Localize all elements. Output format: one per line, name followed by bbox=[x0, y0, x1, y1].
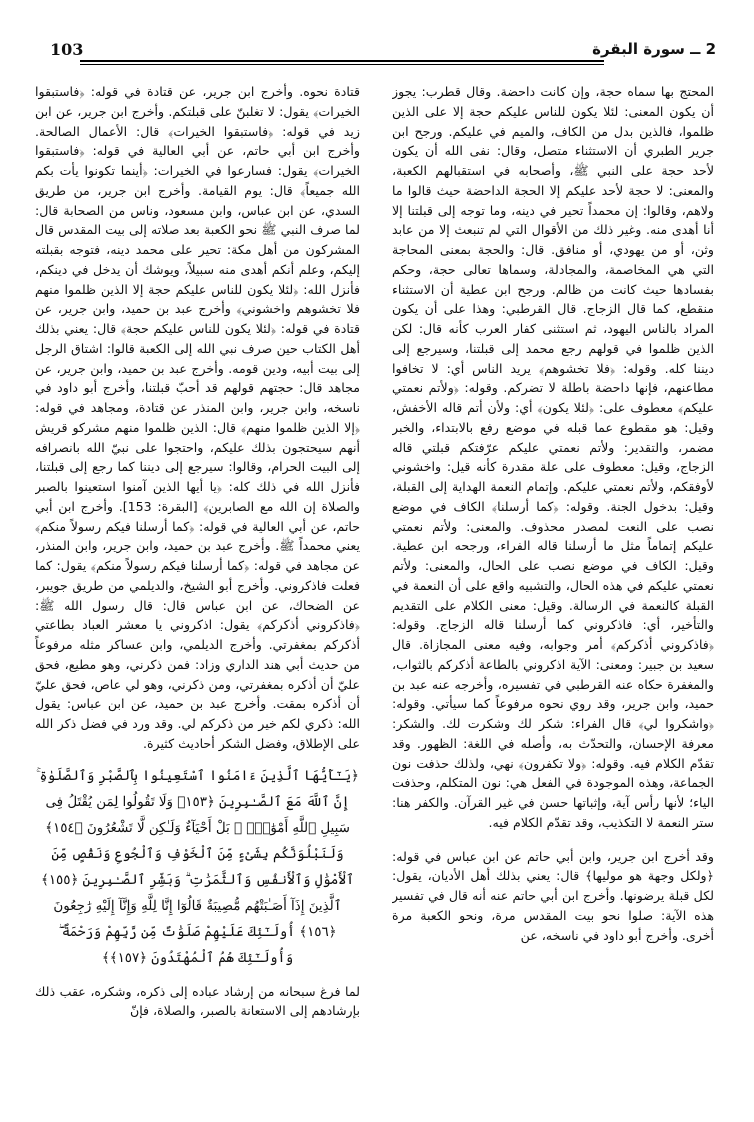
quran-verses: ﴿يَـٰٓأَيُّهَا ٱلَّذِينَ ءَامَنُوا ٱسْتَعِينُوا بِٱلصَّبْرِ وَٱلصَّلَوٰةِ ۚ إِنَّ ٱللَّهَ مَعَ ٱلصَّـٰبِرِينَ ﴿١٥٣﴾ وَلَا تَقُولُوا لِمَن يُقْتَلُ فِى سَبِيلِ ٱللَّهِ أَمْوَٰتٌۢ ۚ بَلْ أَحْيَآءٌ وَلَـٰكِن لَّا تَشْعُرُونَ ﴿١٥٤﴾ وَلَنَبْلُوَنَّكُم بِشَىْءٍ مِّنَ ٱلْخَوْفِ وَٱلْجُوعِ وَنَقْصٍ مِّنَ ٱلْأَمْوَٰلِ وَٱلْأَنفُسِ وَٱلثَّمَرَٰتِ ۗ وَبَشِّرِ ٱلصَّـٰبِرِينَ ﴿١٥٥﴾ ٱلَّذِينَ إِذَآ أَصَـٰبَتْهُم مُّصِيبَةٌ قَالُوٓا إِنَّا لِلَّهِ وَإِنَّآ إِلَيْهِ رَٰجِعُونَ ﴿١٥٦﴾ أُولَـٰٓئِكَ عَلَيْهِمْ صَلَوَٰتٌ مِّن رَّبِّهِمْ وَرَحْمَةٌ ۖ وَأُولَـٰٓئِكَ هُمُ ٱلْمُهْتَدُونَ ﴿١٥٧﴾﴾ bbox=[36, 768, 359, 966]
left-column bbox=[35, 82, 360, 1122]
right-column-paragraph-2: وقد أخرج ابن جرير، وابن أبي حاتم عن ابن عباس في قوله: ﴿ولكل وجهة هو موليها﴾ قال: يعني بذلك أهل الأديان، يقول: لكل قبلة يرضونها. وأخرج ابن أبي حاتم عنه أنه قال في تفسير هذه الآية: صلوا نحو بيت المقدس مرة، ونحو الكعبة مرة أخرى. وأخرج أبو داود في ناسخه، عن bbox=[392, 848, 714, 943]
right-column-text: المحتج بها سماه حجة، وإن كانت داحضة. وقال قطرب: يجوز أن يكون المعنى: لئلا يكون للناس عليكم حجة إلا على الذين ظلموا، فالذين بدل من الكاف، والميم في عليكم. ورجح ابن جرير الطبري أن الاستثناء متصل، وقال: نفى الله أن يكون لأحد حجة على النبي ﷺ، وأصحابه في استقبالهم الكعبة، والمعنى: لا حجة لأحد عليكم إلا الحجة الداحضة حيث قالوا ما ولاهم، وقالوا: إن محمداً تحير في دينه، وما توجه إلى قبلتنا إلا أنا أهدى منه. وغير ذلك من الأقوال التي لم تنبعث إلا من عابد وثن، أو من يهودي، أو منافق. قال: والحجة بمعنى المحاجة التي هي المخاصمة، والمجادلة، وسماها تعالى حجة، وحكم بفسادها حيث كانت من ظالم. ورجح ابن عطية أن الاستثناء منقطع، كما قال الزجاج. قال القرطبي: وهذا على أن يكون المراد بالناس اليهود، ثم استثنى كفار العرب كأنه قال: لكن الذين ظلموا في قولهم رجع محمد إلى قبلتنا، وسيرجع إلى ديننا كله. وقوله: ﴿فلا تخشوهم﴾ يريد الناس أي: لا تخافوا مطاعنهم، فإنها داحضة باطلة لا تضركم. وقوله: ﴿ولأتم نعمتي عليكم﴾ معطوف على: ﴿لئلا يكون﴾ أي: ولأن أتم قاله الأخفش، وقيل: هو مقطوع عما قبله في موضع رفع بالابتداء، والخبر مضمر، والتقدير: ولأتم نعمتي عليكم عرّفتكم قبلتي قاله الزجاج، وقيل: معطوف على علة مقدرة كأنه قيل: واخشوني لأوفقكم، ولأتم نعمتي عليكم. وإتمام النعمة الهداية إلى القبلة، وقيل: بدخول الجنة. وقوله: ﴿كما أرسلنا﴾ الكاف في موضع نصب على النعت لمصدر محذوف. والمعنى: ولأتم نعمتي عليكم إتماماً مثل ما أرسلنا قاله الفراء، ورجحه ابن عطية. وقيل: الكاف في موضع نصب على الحال، والمعنى: ولأتم نعمتي عليكم في هذه الحال، والتشبيه واقع على أن النعمة في القبلة كالنعمة في الرسالة. وقيل: معنى الكلام على التقديم والتأخير، أي: فاذكروني كما أرسلنا قاله الزجاج. وقوله: ﴿فاذكروني أذكركم﴾ أمر وجوابه، وفيه معنى المجازاة. قال سعيد بن جبير: ومعنى: الآية اذكروني بالطاعة أذكركم بالثواب، والمغفرة حكاه عنه القرطبي في تفسيره، وأخرجه عنه عبد بن حميد، وابن جرير، وقد روي نحوه مرفوعاً كما سيأتي. وقوله: ﴿واشكروا لي﴾ قال الفراء: شكر لك وشكرت لك. والشكر: معرفة الإحسان، والتحدّث به، وأصله في اللغة: الظهور. وقد تقدّم الكلام فيه. وقوله: ﴿ولا تكفرون﴾ نهي، ولذلك حذفت نون الجماعة، وهذه الموجودة في الفعل هي: نون المتكلم، وحذفت الياء؛ لأنها رأس آية، وإثباتها حسن في غير القرآن. والكفر هنا: ستر النعمة لا التكذيب، وقد تقدّم الكلام فيه. bbox=[392, 84, 714, 830]
sura-title: 2 ــ سورة البقرة bbox=[592, 40, 716, 58]
header-rule bbox=[80, 60, 604, 62]
left-column-commentary: لما فرغ سبحانه من إرشاد عباده إلى ذكره، وشكره، عقب ذلك بإرشادهم إلى الاستعانة بالصبر، والصلاة، فإنّ bbox=[35, 983, 360, 1019]
header-rule-thin bbox=[80, 64, 604, 65]
page-number: 103 bbox=[50, 40, 84, 59]
page-header bbox=[20, 40, 734, 68]
left-column-text: قتادة نحوه. وأخرج ابن جرير، عن قتادة في قوله: ﴿فاستبقوا الخيرات﴾ يقول: لا تغلبنّ على قبلتكم. وأخرج ابن جرير، عن ابن زيد في قوله: ﴿فاستبقوا الخيرات﴾ قال: الأعمال الصالحة. وأخرج ابن أبي حاتم، عن أبي العالية في قوله: ﴿فاستبقوا الخيرات﴾ يقول: فسارعوا في الخيرات: ﴿أينما تكونوا يأت بكم الله جميعاً﴾ قال: يوم القيامة. وأخرج ابن جرير، من طريق السدي، عن ابن عباس، وابن مسعود، وناس من الصحابة قال: لما صرف النبي ﷺ نحو الكعبة بعد صلاته إلى بيت المقدس قال المشركون من أهل مكة: تحير على محمد دينه، فتوجه بقبلته إليكم، وعلم أنكم أهدى منه سبيلاً، ويوشك أن يدخل في دينكم، فأنزل الله: ﴿لئلا يكون للناس عليكم حجة إلا الذين ظلموا منهم فلا تخشوهم واخشوني﴾ وأخرج عبد بن حميد، وابن جرير، عن قتادة في قوله: ﴿لئلا يكون للناس عليكم حجة﴾ قال: يعني بذلك أهل الكتاب حين صرف نبي الله إلى الكعبة قالوا: اشتاق الرجل إلى بيت أبيه، ودين قومه. وأخرج عبد بن حميد، وابن جرير، عن مجاهد قال: حجتهم قولهم قد أحبّ قبلتنا، وأخرج أبو داود في ناسخه، وابن جرير، وابن المنذر عن قتادة، ومجاهد في قوله: ﴿إلا الذين ظلموا منهم﴾ قال: الذين ظلموا منهم مشركو قريش أنهم سيحتجون بذلك عليكم، واحتجوا على نبيّ الله بانصرافه إلى البيت الحرام، وقالوا: سيرجع إلى ديننا كما رجع إلى قبلتنا، فأنزل الله في ذلك كله: ﴿يا أيها الذين آمنوا استعينوا بالصبر والصلاة إن الله مع الصابرين﴾ [البقرة: 153]. وأخرج ابن أبي حاتم، عن أبي العالية في قوله: ﴿كما أرسلنا فيكم رسولاً منكم﴾ يعني محمداً ﷺ. وأخرج عبد بن حميد، وابن جرير، وابن المنذر، عن مجاهد في قوله: ﴿كما أرسلنا فيكم رسولاً منكم﴾ يقول: كما فعلت فاذكروني. وأخرج أبو الشيخ، والديلمي من طريق جويبر، عن الضحاك، عن ابن عباس قال: قال رسول الله ﷺ: ﴿فاذكروني أذكركم﴾ يقول: اذكروني يا معشر العباد بطاعتي أذكركم بمغفرتي. وأخرج الديلمي، وابن عساكر مثله مرفوعاً من حديث أبي هند الداري وزاد: فمن ذكرني، وهو مطيع، فحق عليّ أن أذكره بمغفرتي، ومن ذكرني، وهو لي عاص، فحق عليّ أن أذكره بمقت. وأخرج عبد بن حميد، عن ابن عباس: يقول الله: ذكري لكم خير من ذكركم لي. وقد ورد في فضل ذكر الله على الإطلاق، وفضل الشكر أحاديث كثيرة. bbox=[35, 84, 360, 751]
right-column bbox=[392, 82, 714, 1042]
